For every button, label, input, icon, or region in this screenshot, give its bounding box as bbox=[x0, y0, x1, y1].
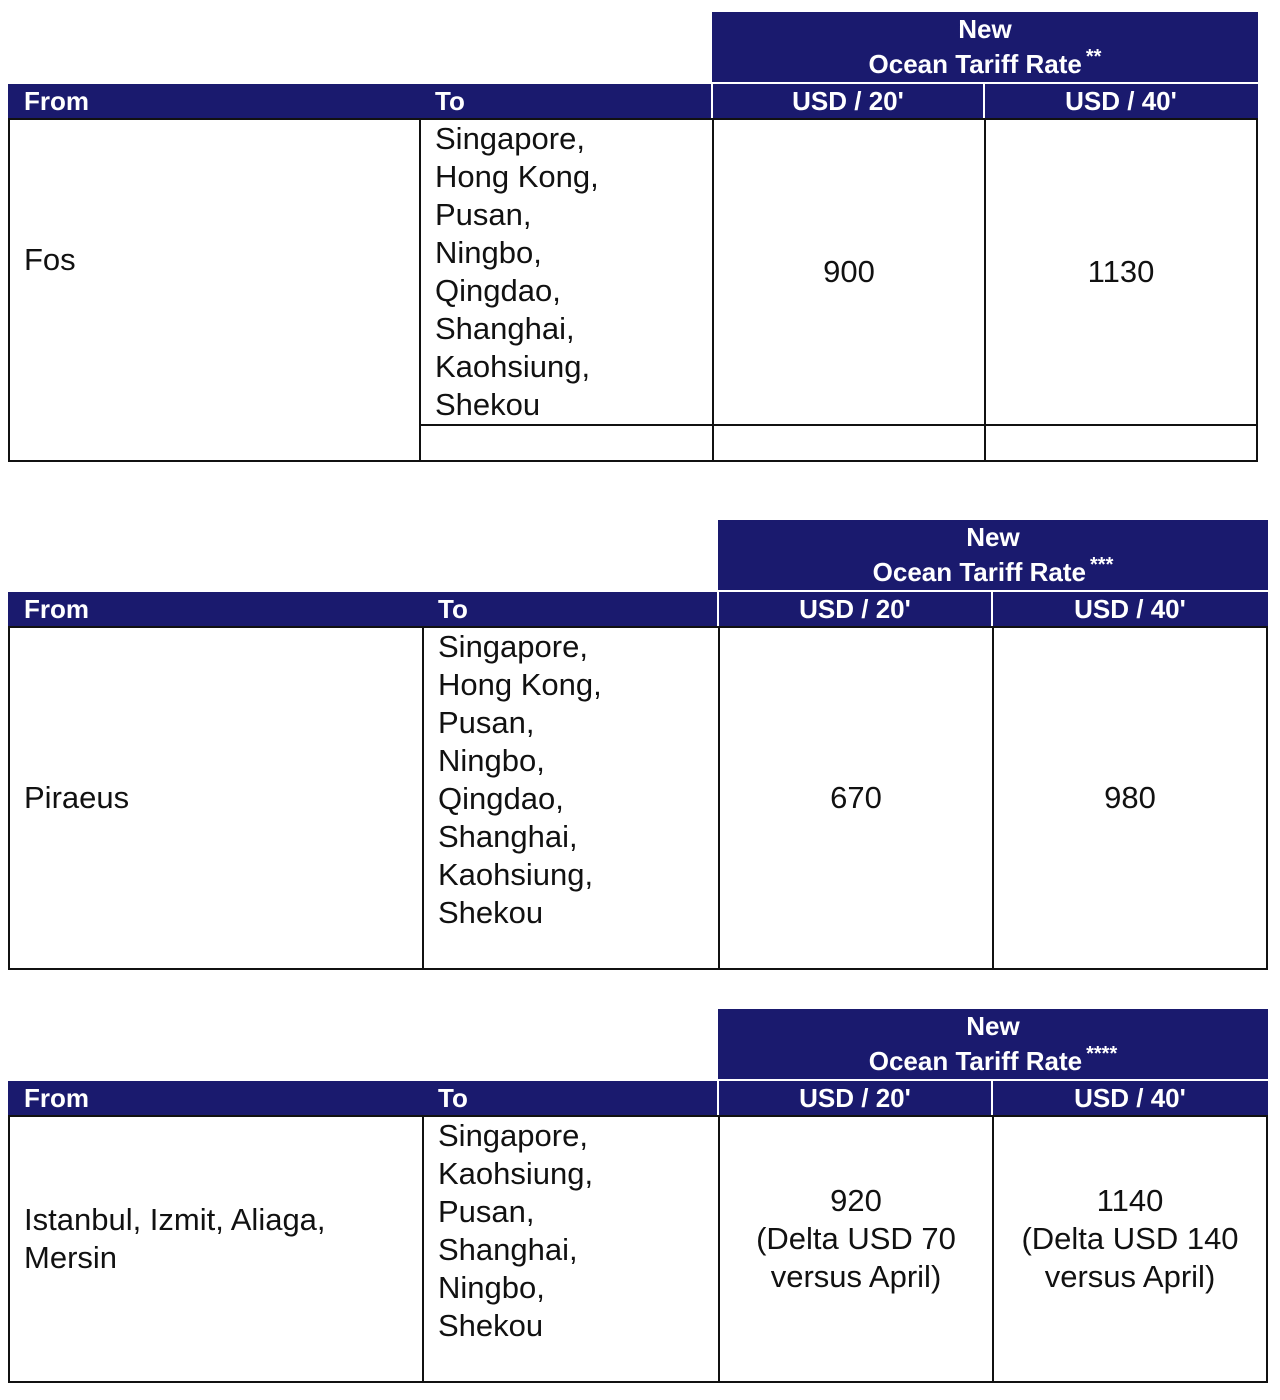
cell-usd40 bbox=[984, 118, 1258, 426]
destination-port: Kaohsiung, bbox=[438, 857, 594, 892]
rate-value: 900 bbox=[823, 254, 875, 289]
destination-port: Shekou bbox=[438, 1308, 544, 1343]
superheader-line2 bbox=[869, 1044, 1118, 1079]
column-header-to: To bbox=[438, 1083, 468, 1113]
column-header-usd20: USD / 20' bbox=[792, 86, 904, 116]
destination-port: Shekou bbox=[435, 387, 541, 422]
column-header-usd40: USD / 40' bbox=[1074, 1083, 1186, 1113]
column-header-from: From bbox=[24, 594, 89, 624]
column-header-usd20: USD / 20' bbox=[799, 1083, 911, 1113]
cell-usd40 bbox=[992, 626, 1268, 970]
cell-to bbox=[422, 1115, 720, 1383]
column-header-from: From bbox=[24, 86, 89, 116]
cell-from: Fos bbox=[8, 118, 421, 462]
footnote-marker: ** bbox=[1085, 46, 1102, 69]
destination-port: Hong Kong, bbox=[435, 159, 599, 194]
header-divider bbox=[983, 84, 985, 119]
destination-port: Hong Kong, bbox=[438, 667, 602, 702]
superheader-text: Ocean Tariff Rate bbox=[872, 557, 1086, 587]
superheader-line1: New bbox=[966, 522, 1020, 552]
origin-ports-line: Istanbul, Izmit, Aliaga, bbox=[24, 1202, 326, 1237]
empty-cell bbox=[419, 424, 714, 462]
header-divider bbox=[991, 592, 993, 627]
superheader-text: Ocean Tariff Rate bbox=[868, 49, 1082, 79]
column-header-from: From bbox=[24, 1083, 89, 1113]
empty-cell bbox=[984, 424, 1258, 462]
cell-usd40 bbox=[992, 1115, 1268, 1383]
header-divider bbox=[717, 592, 719, 627]
destination-port: Qingdao, bbox=[435, 273, 561, 308]
superheader-line2 bbox=[869, 47, 1102, 82]
rate-value: 1130 bbox=[1087, 254, 1155, 289]
column-header-usd40: USD / 40' bbox=[1065, 86, 1177, 116]
rate-delta: (Delta USD 140 bbox=[1021, 1221, 1239, 1256]
destination-port: Singapore, bbox=[438, 629, 588, 664]
rate-delta-note: versus April) bbox=[770, 1259, 942, 1294]
destination-port: Shanghai, bbox=[435, 311, 575, 346]
cell-usd20 bbox=[718, 626, 994, 970]
column-header-usd40: USD / 40' bbox=[1074, 594, 1186, 624]
destination-port: Singapore, bbox=[438, 1118, 588, 1153]
destination-port: Shekou bbox=[438, 895, 544, 930]
column-header-usd20: USD / 20' bbox=[799, 594, 911, 624]
table-superheader bbox=[718, 520, 1268, 590]
empty-cell bbox=[712, 424, 986, 462]
rate-delta: (Delta USD 70 bbox=[756, 1221, 956, 1256]
destination-port: Qingdao, bbox=[438, 781, 564, 816]
superheader-line1: New bbox=[958, 14, 1012, 44]
destination-port: Ningbo, bbox=[438, 743, 545, 778]
rate-value: 670 bbox=[830, 780, 882, 815]
cell-from bbox=[8, 1115, 424, 1383]
origin-ports-line: Mersin bbox=[24, 1240, 118, 1275]
destination-port: Pusan, bbox=[438, 1194, 535, 1229]
destination-port: Singapore, bbox=[435, 121, 585, 156]
destination-port: Kaohsiung, bbox=[435, 349, 591, 384]
cell-usd20 bbox=[712, 118, 986, 426]
destination-port: Pusan, bbox=[435, 197, 532, 232]
destination-port: Ningbo, bbox=[435, 235, 542, 270]
destination-port: Shanghai, bbox=[438, 1232, 578, 1267]
rate-value: 980 bbox=[1104, 780, 1156, 815]
rate-delta-note: versus April) bbox=[1044, 1259, 1216, 1294]
destination-port: Shanghai, bbox=[438, 819, 578, 854]
destination-port: Kaohsiung, bbox=[438, 1156, 594, 1191]
superheader-text: Ocean Tariff Rate bbox=[868, 1046, 1083, 1076]
table-superheader bbox=[712, 12, 1258, 82]
cell-to bbox=[422, 626, 720, 970]
header-divider bbox=[711, 84, 713, 119]
superheader-line1: New bbox=[966, 1011, 1020, 1041]
rate-value: 1140 bbox=[1096, 1183, 1164, 1218]
cell-to bbox=[419, 118, 714, 426]
cell-from: Piraeus bbox=[8, 626, 424, 970]
header-divider bbox=[991, 1081, 993, 1116]
column-header-to: To bbox=[435, 86, 465, 116]
destination-port: Pusan, bbox=[438, 705, 535, 740]
footnote-marker: **** bbox=[1086, 1043, 1118, 1066]
table-superheader bbox=[718, 1009, 1268, 1079]
cell-usd20 bbox=[718, 1115, 994, 1383]
destination-port: Ningbo, bbox=[438, 1270, 545, 1305]
column-header-to: To bbox=[438, 594, 468, 624]
rate-value: 920 bbox=[830, 1183, 882, 1218]
footnote-marker: *** bbox=[1090, 554, 1114, 577]
superheader-line2 bbox=[873, 555, 1114, 590]
header-divider bbox=[717, 1081, 719, 1116]
